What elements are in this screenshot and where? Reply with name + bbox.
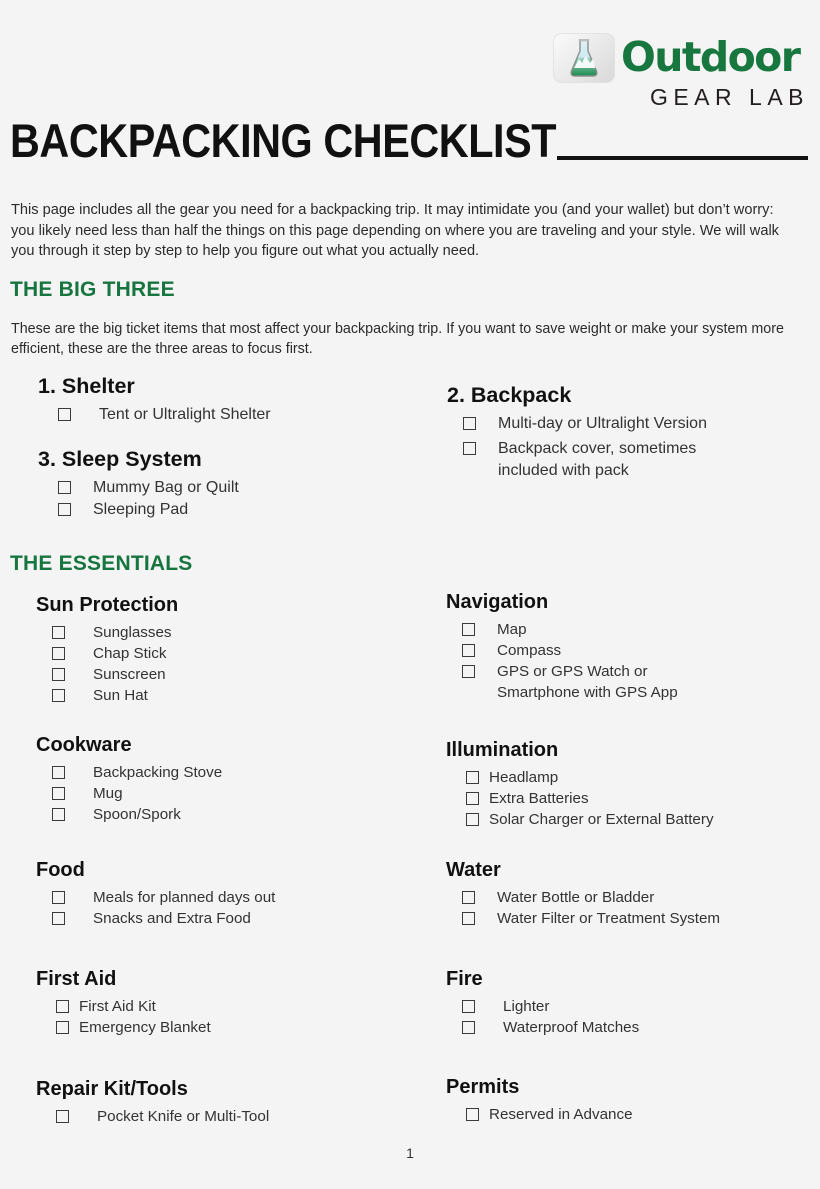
item-label: Mummy Bag or Quilt bbox=[93, 479, 239, 496]
item-list bbox=[36, 622, 416, 706]
list-item[interactable] bbox=[56, 1106, 416, 1127]
group-cookware bbox=[36, 733, 416, 825]
checkbox-icon[interactable] bbox=[58, 503, 71, 516]
list-item[interactable] bbox=[52, 887, 416, 908]
section-heading-essentials: THE ESSENTIALS bbox=[10, 552, 193, 575]
section-heading-big-three: THE BIG THREE bbox=[10, 278, 175, 301]
checkbox-icon[interactable] bbox=[466, 771, 479, 784]
checkbox-icon[interactable] bbox=[58, 481, 71, 494]
item-label: GPS or GPS Watch or Smartphone with GPS App bbox=[497, 663, 678, 701]
item-label: Emergency Blanket bbox=[79, 1019, 211, 1036]
item-label: First Aid Kit bbox=[79, 998, 156, 1015]
item-list bbox=[446, 619, 796, 703]
group-title: 3. Sleep System bbox=[38, 447, 202, 471]
list-item[interactable] bbox=[58, 499, 418, 521]
item-label: Tent or Ultralight Shelter bbox=[99, 406, 271, 423]
item-label: Spoon/Spork bbox=[93, 806, 181, 823]
item-label: Extra Batteries bbox=[489, 790, 589, 807]
group-repair-kit-tools bbox=[36, 1077, 416, 1127]
list-item[interactable] bbox=[466, 767, 806, 788]
item-label: Map bbox=[497, 621, 527, 638]
group-navigation bbox=[446, 590, 796, 703]
item-label: Meals for planned days out bbox=[93, 889, 276, 906]
group-title: Water bbox=[446, 859, 501, 881]
group-title: Fire bbox=[446, 968, 483, 990]
title-underline-rule bbox=[557, 156, 808, 160]
list-item[interactable] bbox=[466, 788, 806, 809]
item-label: Chap Stick bbox=[93, 645, 167, 662]
group-title: Food bbox=[36, 859, 85, 881]
item-label: Mug bbox=[93, 785, 123, 802]
group-backpack bbox=[447, 383, 787, 485]
group-permits bbox=[446, 1075, 806, 1125]
item-list bbox=[38, 404, 418, 426]
item-label: Solar Charger or External Battery bbox=[489, 811, 714, 828]
item-label: Sunscreen bbox=[93, 666, 166, 683]
item-list bbox=[36, 996, 416, 1038]
item-list bbox=[446, 767, 806, 830]
group-water bbox=[446, 858, 806, 929]
list-item[interactable] bbox=[466, 809, 806, 830]
item-list bbox=[446, 887, 806, 929]
group-title: 2. Backpack bbox=[447, 383, 572, 407]
list-item[interactable] bbox=[463, 413, 787, 435]
big-three-description: These are the big ticket items that most affect your backpacking trip. If you want to save weight or make your system more efficient, these are the three areas to focus first. bbox=[11, 321, 784, 357]
item-list bbox=[447, 413, 787, 482]
list-item[interactable] bbox=[58, 404, 418, 426]
group-food bbox=[36, 858, 416, 929]
checkbox-icon[interactable] bbox=[56, 1110, 69, 1123]
list-item[interactable] bbox=[52, 908, 416, 929]
item-label: Multi-day or Ultralight Version bbox=[498, 415, 707, 432]
group-title: Repair Kit/Tools bbox=[36, 1078, 188, 1100]
list-item[interactable] bbox=[462, 887, 806, 908]
checkbox-icon[interactable] bbox=[466, 1108, 479, 1121]
checkbox-icon[interactable] bbox=[466, 813, 479, 826]
checkbox-icon[interactable] bbox=[52, 647, 65, 660]
group-title: First Aid bbox=[36, 968, 117, 990]
checkbox-icon[interactable] bbox=[462, 623, 475, 636]
checkbox-icon[interactable] bbox=[58, 408, 71, 421]
item-label: Backpack cover, sometimes included with pack bbox=[498, 440, 697, 479]
group-title: Sun Protection bbox=[36, 594, 179, 616]
group-title: 1. Shelter bbox=[38, 374, 135, 398]
item-list bbox=[36, 887, 416, 929]
checkbox-icon[interactable] bbox=[462, 1000, 475, 1013]
logo-top-row bbox=[553, 33, 811, 83]
item-list bbox=[38, 477, 418, 521]
item-label: Reserved in Advance bbox=[489, 1106, 633, 1123]
item-label: Compass bbox=[497, 642, 562, 659]
checkbox-icon[interactable] bbox=[52, 766, 65, 779]
checkbox-icon[interactable] bbox=[466, 792, 479, 805]
checkbox-icon[interactable] bbox=[462, 644, 475, 657]
list-item[interactable] bbox=[462, 619, 796, 640]
list-item[interactable] bbox=[52, 762, 416, 783]
list-item[interactable] bbox=[52, 804, 416, 825]
checkbox-icon[interactable] bbox=[56, 1000, 69, 1013]
list-item[interactable] bbox=[56, 996, 416, 1017]
group-title: Navigation bbox=[446, 591, 549, 613]
item-label: Sun Hat bbox=[93, 687, 148, 704]
item-label: Pocket Knife or Multi-Tool bbox=[97, 1108, 270, 1125]
list-item[interactable] bbox=[462, 640, 796, 661]
logo-wordmark: Outdoor bbox=[621, 32, 800, 81]
item-label: Sunglasses bbox=[93, 624, 172, 641]
checkbox-icon[interactable] bbox=[52, 808, 65, 821]
page-title-row bbox=[10, 116, 808, 166]
list-item[interactable] bbox=[52, 622, 416, 643]
group-first-aid bbox=[36, 967, 416, 1038]
list-item[interactable] bbox=[58, 477, 418, 499]
checkbox-icon[interactable] bbox=[462, 665, 475, 678]
list-item[interactable] bbox=[463, 438, 787, 482]
intro-paragraph: This page includes all the gear you need for a backpacking trip. It may intimidate you (and your wallet) but don’t worry: you likely need less than half the things on this page depending on where you are traveling and your style. We will walk you through it step by step to help you figure out what you actually need. bbox=[11, 202, 779, 259]
list-item[interactable] bbox=[462, 908, 806, 929]
item-label: Lighter bbox=[503, 998, 550, 1015]
group-shelter bbox=[38, 374, 418, 429]
group-sleep-system bbox=[38, 447, 418, 521]
flask-mountain-icon bbox=[553, 33, 615, 83]
item-list bbox=[446, 1104, 806, 1125]
group-title: Permits bbox=[446, 1076, 520, 1098]
item-label: Water Bottle or Bladder bbox=[497, 889, 655, 906]
checkbox-icon[interactable] bbox=[463, 417, 476, 430]
group-title: Cookware bbox=[36, 734, 132, 756]
item-list bbox=[36, 1106, 416, 1127]
group-illumination bbox=[446, 738, 806, 830]
outdoor-gear-lab-logo bbox=[553, 33, 811, 111]
item-list bbox=[36, 762, 416, 825]
item-list bbox=[446, 996, 806, 1038]
checkbox-icon[interactable] bbox=[52, 668, 65, 681]
checkbox-icon[interactable] bbox=[52, 891, 65, 904]
list-item[interactable] bbox=[52, 685, 416, 706]
item-label: Water Filter or Treatment System bbox=[497, 910, 721, 927]
logo-subtitle: GEAR LAB bbox=[649, 84, 809, 110]
group-fire bbox=[446, 967, 806, 1038]
checkbox-icon[interactable] bbox=[52, 689, 65, 702]
page-title: BACKPACKING CHECKLIST bbox=[10, 114, 557, 167]
list-item[interactable] bbox=[462, 1017, 806, 1038]
group-sun-protection bbox=[36, 593, 416, 706]
item-label: Sleeping Pad bbox=[93, 501, 189, 518]
checkbox-icon[interactable] bbox=[56, 1021, 69, 1034]
checkbox-icon[interactable] bbox=[52, 912, 65, 925]
list-item[interactable] bbox=[52, 664, 416, 685]
item-label: Backpacking Stove bbox=[93, 764, 223, 781]
item-label: Headlamp bbox=[489, 769, 559, 786]
checkbox-icon[interactable] bbox=[462, 1021, 475, 1034]
item-label: Snacks and Extra Food bbox=[93, 910, 251, 927]
list-item[interactable] bbox=[466, 1104, 806, 1125]
item-label: Waterproof Matches bbox=[503, 1019, 640, 1036]
checkbox-icon[interactable] bbox=[52, 626, 65, 639]
checkbox-icon[interactable] bbox=[52, 787, 65, 800]
list-item[interactable] bbox=[462, 661, 796, 703]
list-item[interactable] bbox=[52, 643, 416, 664]
group-title: Illumination bbox=[446, 739, 559, 761]
list-item[interactable] bbox=[52, 783, 416, 804]
list-item[interactable] bbox=[56, 1017, 416, 1038]
checkbox-icon[interactable] bbox=[463, 442, 476, 455]
checkbox-icon[interactable] bbox=[462, 891, 475, 904]
checkbox-icon[interactable] bbox=[462, 912, 475, 925]
list-item[interactable] bbox=[462, 996, 806, 1017]
page-number: 1 bbox=[406, 1145, 414, 1161]
